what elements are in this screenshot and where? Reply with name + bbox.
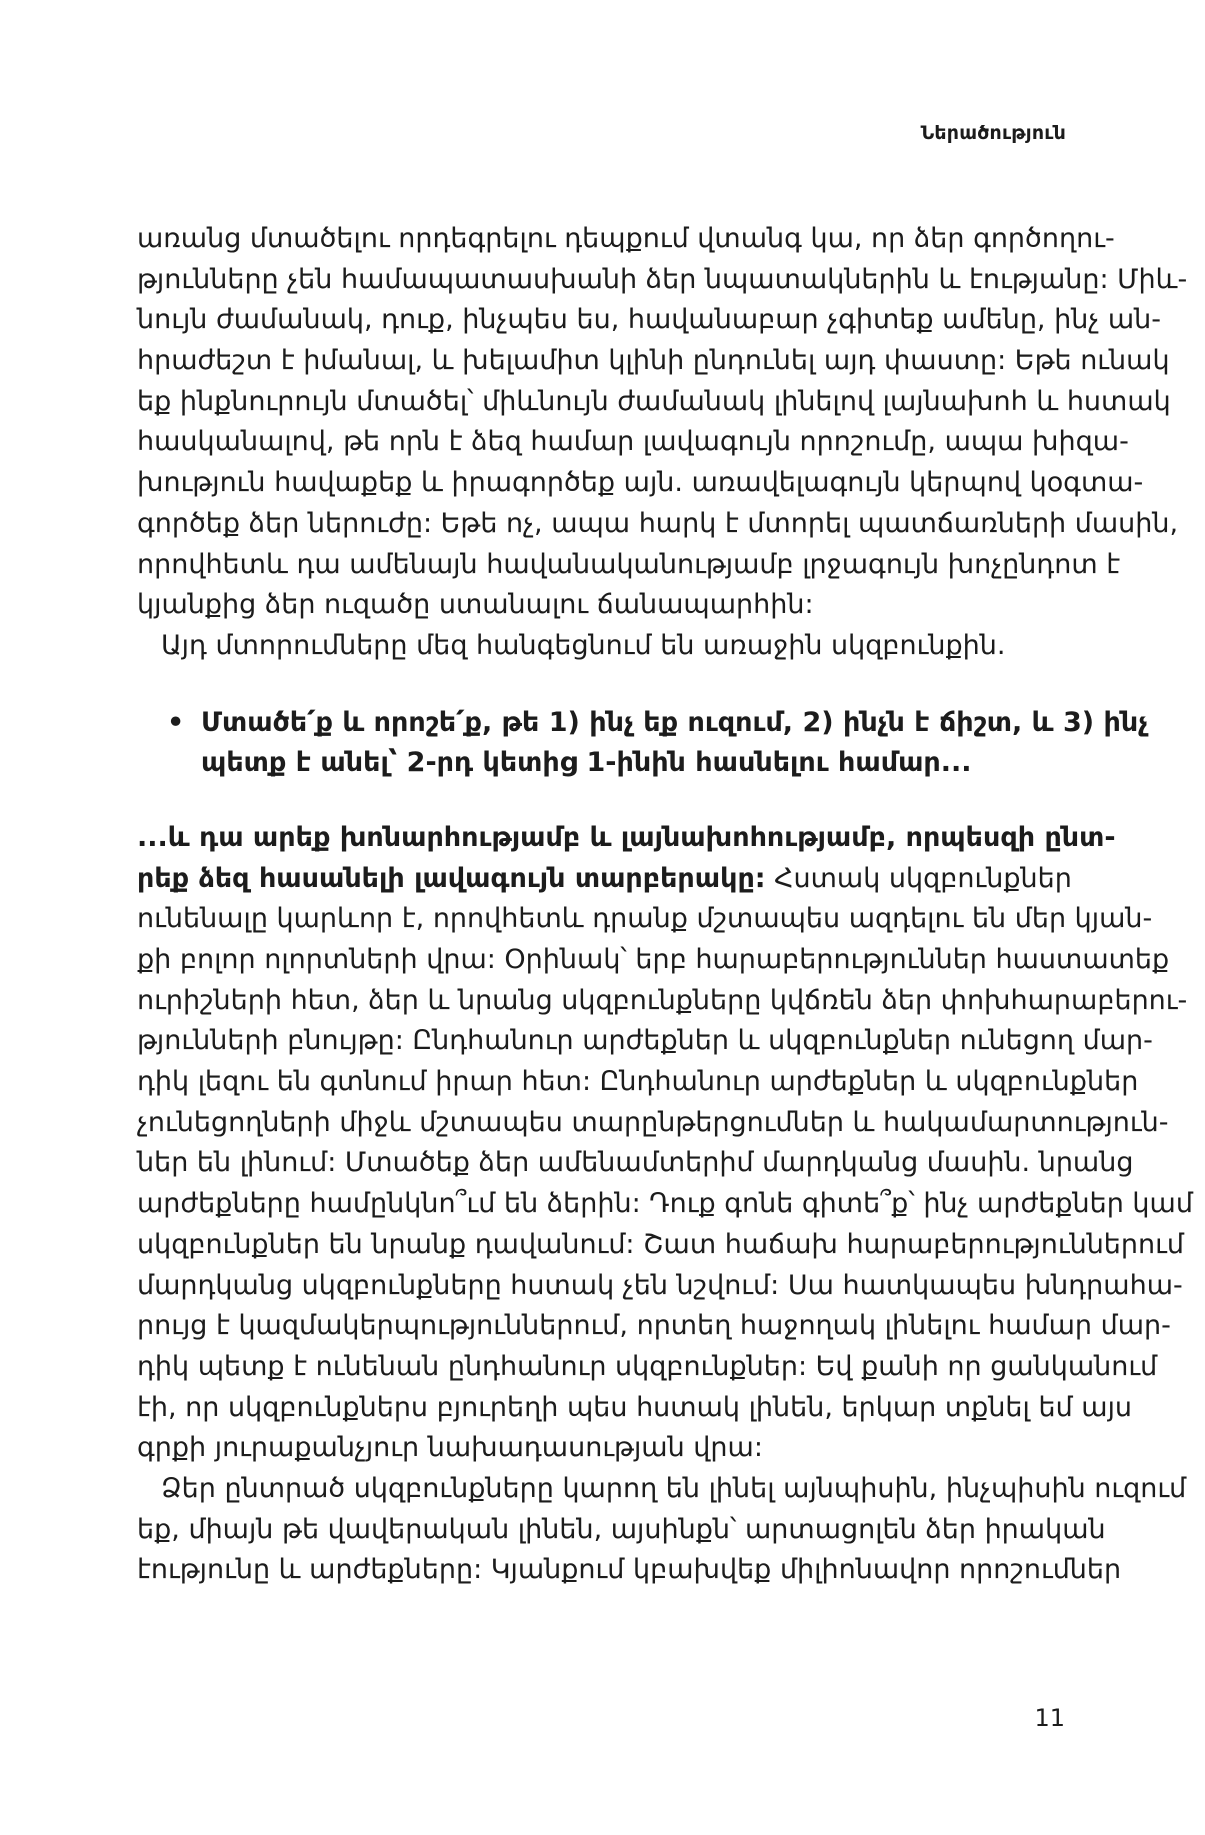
paragraph-3 bbox=[137, 818, 1193, 1469]
text-line: քի բոլոր ոլորտների վրա: Օրինակ՝ երբ հարաբերություններ հաստատեք bbox=[137, 944, 1170, 975]
text-line: էությունը և արժեքները: Կյանքում կբախվեք միլիոնավոր որոշումներ bbox=[137, 1554, 1122, 1586]
text-line: րույց է կազմակերպություններում, որտեղ հաջողակ լինելու համար մար- bbox=[137, 1310, 1171, 1342]
text-line: սկզբունքներ են նրանք դավանում: Շատ հաճախ հարաբերություններում bbox=[137, 1228, 1184, 1260]
text-line: մարդկանց սկզբունքները հստակ չեն նշվում: Սա հատկապես խնդրահա- bbox=[137, 1269, 1183, 1301]
bullet-icon: • bbox=[167, 706, 185, 738]
text-line: հասկանալով, թե որն է ձեզ համար լավագույն որոշումը, ապա խիզա- bbox=[137, 426, 1129, 458]
text-line: եք, միայն թե վավերական լինեն, այսինքն՝ արտացոլեն ձեր իրական bbox=[137, 1513, 1106, 1545]
text-line: կյանքից ձեր ուզածը ստանալու ճանապարհին: bbox=[137, 589, 814, 621]
text-line: որովհետև դա ամենայն հավանականությամբ լրջագույն խոչընդոտ է bbox=[137, 548, 1121, 580]
paragraph-4 bbox=[137, 1469, 1187, 1591]
text-line: նույն ժամանակ, դուք, ինչպես ես, հավանաբար չգիտեք ամենը, ինչ ան- bbox=[137, 304, 1161, 336]
text-line: արժեքները համընկնո՞ւմ են ձերին: Դուք գոնե գիտե՞ք՝ ինչ արժեքներ կամ bbox=[137, 1188, 1193, 1220]
bold-lead-line: ...և դա արեք խոնարհությամբ և լայնախոհությամբ, որպեսզի ընտ- bbox=[137, 821, 1116, 853]
text-fragment: Հստակ սկզբունքներ bbox=[765, 862, 1072, 894]
paragraph-1 bbox=[137, 219, 1188, 626]
text-line: հրաժեշտ է իմանալ, և խելամիտ կլինի ընդունել այդ փաստը: Եթե ունակ bbox=[137, 345, 1170, 377]
paragraph-2 bbox=[137, 626, 1067, 667]
text-line: առանց մտածելու որդեգրելու դեպքում վտանգ կա, որ ձեր գործողու- bbox=[137, 223, 1115, 254]
text-line: գործեք ձեր ներուժը: Եթե ոչ, ապա հարկ է մտորել պատճառների մասին, bbox=[137, 507, 1179, 539]
text-line: խություն հավաքեք և իրագործեք այն. առավելագույն կերպով կօգտա- bbox=[137, 467, 1144, 499]
page-number: 11 bbox=[1034, 1704, 1065, 1732]
text-line: Այդ մտորումները մեզ հանգեցնում են առաջին սկզբունքին. bbox=[161, 629, 1006, 661]
text-line: էի, որ սկզբունքներս բյուրեղի պես հստակ լինեն, երկար տքնել եմ այս bbox=[137, 1391, 1133, 1423]
text-line: գրքի յուրաքանչյուր նախադասության վրա: bbox=[137, 1432, 763, 1464]
text-line: ունենալը կարևոր է, որովհետև դրանք մշտապես ազդելու են մեր կյան- bbox=[137, 903, 1153, 935]
text-line: ուրիշների հետ, ձեր և նրանց սկզբունքները կվճռեն ձեր փոխհարաբերու- bbox=[137, 984, 1188, 1016]
text-line bbox=[137, 859, 1072, 900]
text-line: դիկ պետք է ունենան ընդհանուր սկզբունքներ: Եվ քանի որ ցանկանում bbox=[137, 1350, 1158, 1382]
bullet-line: Մտածե՛ք և որոշե՛ք, թե 1) ինչ եք ուզում, 2) ինչն է ճիշտ, և 3) ինչ bbox=[201, 706, 1149, 738]
text-line: թյունները չեն համապատասխանի ձեր նպատակներին և էությանը: Միև- bbox=[137, 263, 1188, 295]
text-line: Ձեր ընտրած սկզբունքները կարող են լինել այնպիսին, ինչպիսին ուզում bbox=[161, 1472, 1187, 1504]
running-header: Ներածություն bbox=[920, 122, 1066, 144]
text-line: թյունների բնույթը: Ընդհանուր արժեքներ և սկզբունքներ ունեցող մար- bbox=[137, 1025, 1153, 1057]
text-line: դիկ լեզու են գտնում իրար հետ: Ընդհանուր արժեքներ և սկզբունքներ bbox=[137, 1066, 1139, 1098]
text-line: եք ինքնուրույն մտածել՝ միևնույն ժամանակ լինելով լայնախոհ և հստակ bbox=[137, 385, 1171, 417]
bold-lead-fragment: րեք ձեզ հասանելի լավագույն տարբերակը: bbox=[137, 862, 766, 894]
principle-bullet bbox=[167, 703, 1149, 784]
text-line: ներ են լինում: Մտածեք ձեր ամենամտերիմ մարդկանց մասին. նրանց bbox=[137, 1147, 1134, 1179]
text-line: չունեցողների միջև մշտապես տարընթերցումներ և հակամարտություն- bbox=[137, 1106, 1169, 1138]
body-text bbox=[137, 219, 1193, 1591]
bullet-line: պետք է անել՝ 2-րդ կետից 1-ինին հասնելու համար... bbox=[201, 747, 972, 779]
bullet-text bbox=[201, 703, 1149, 784]
